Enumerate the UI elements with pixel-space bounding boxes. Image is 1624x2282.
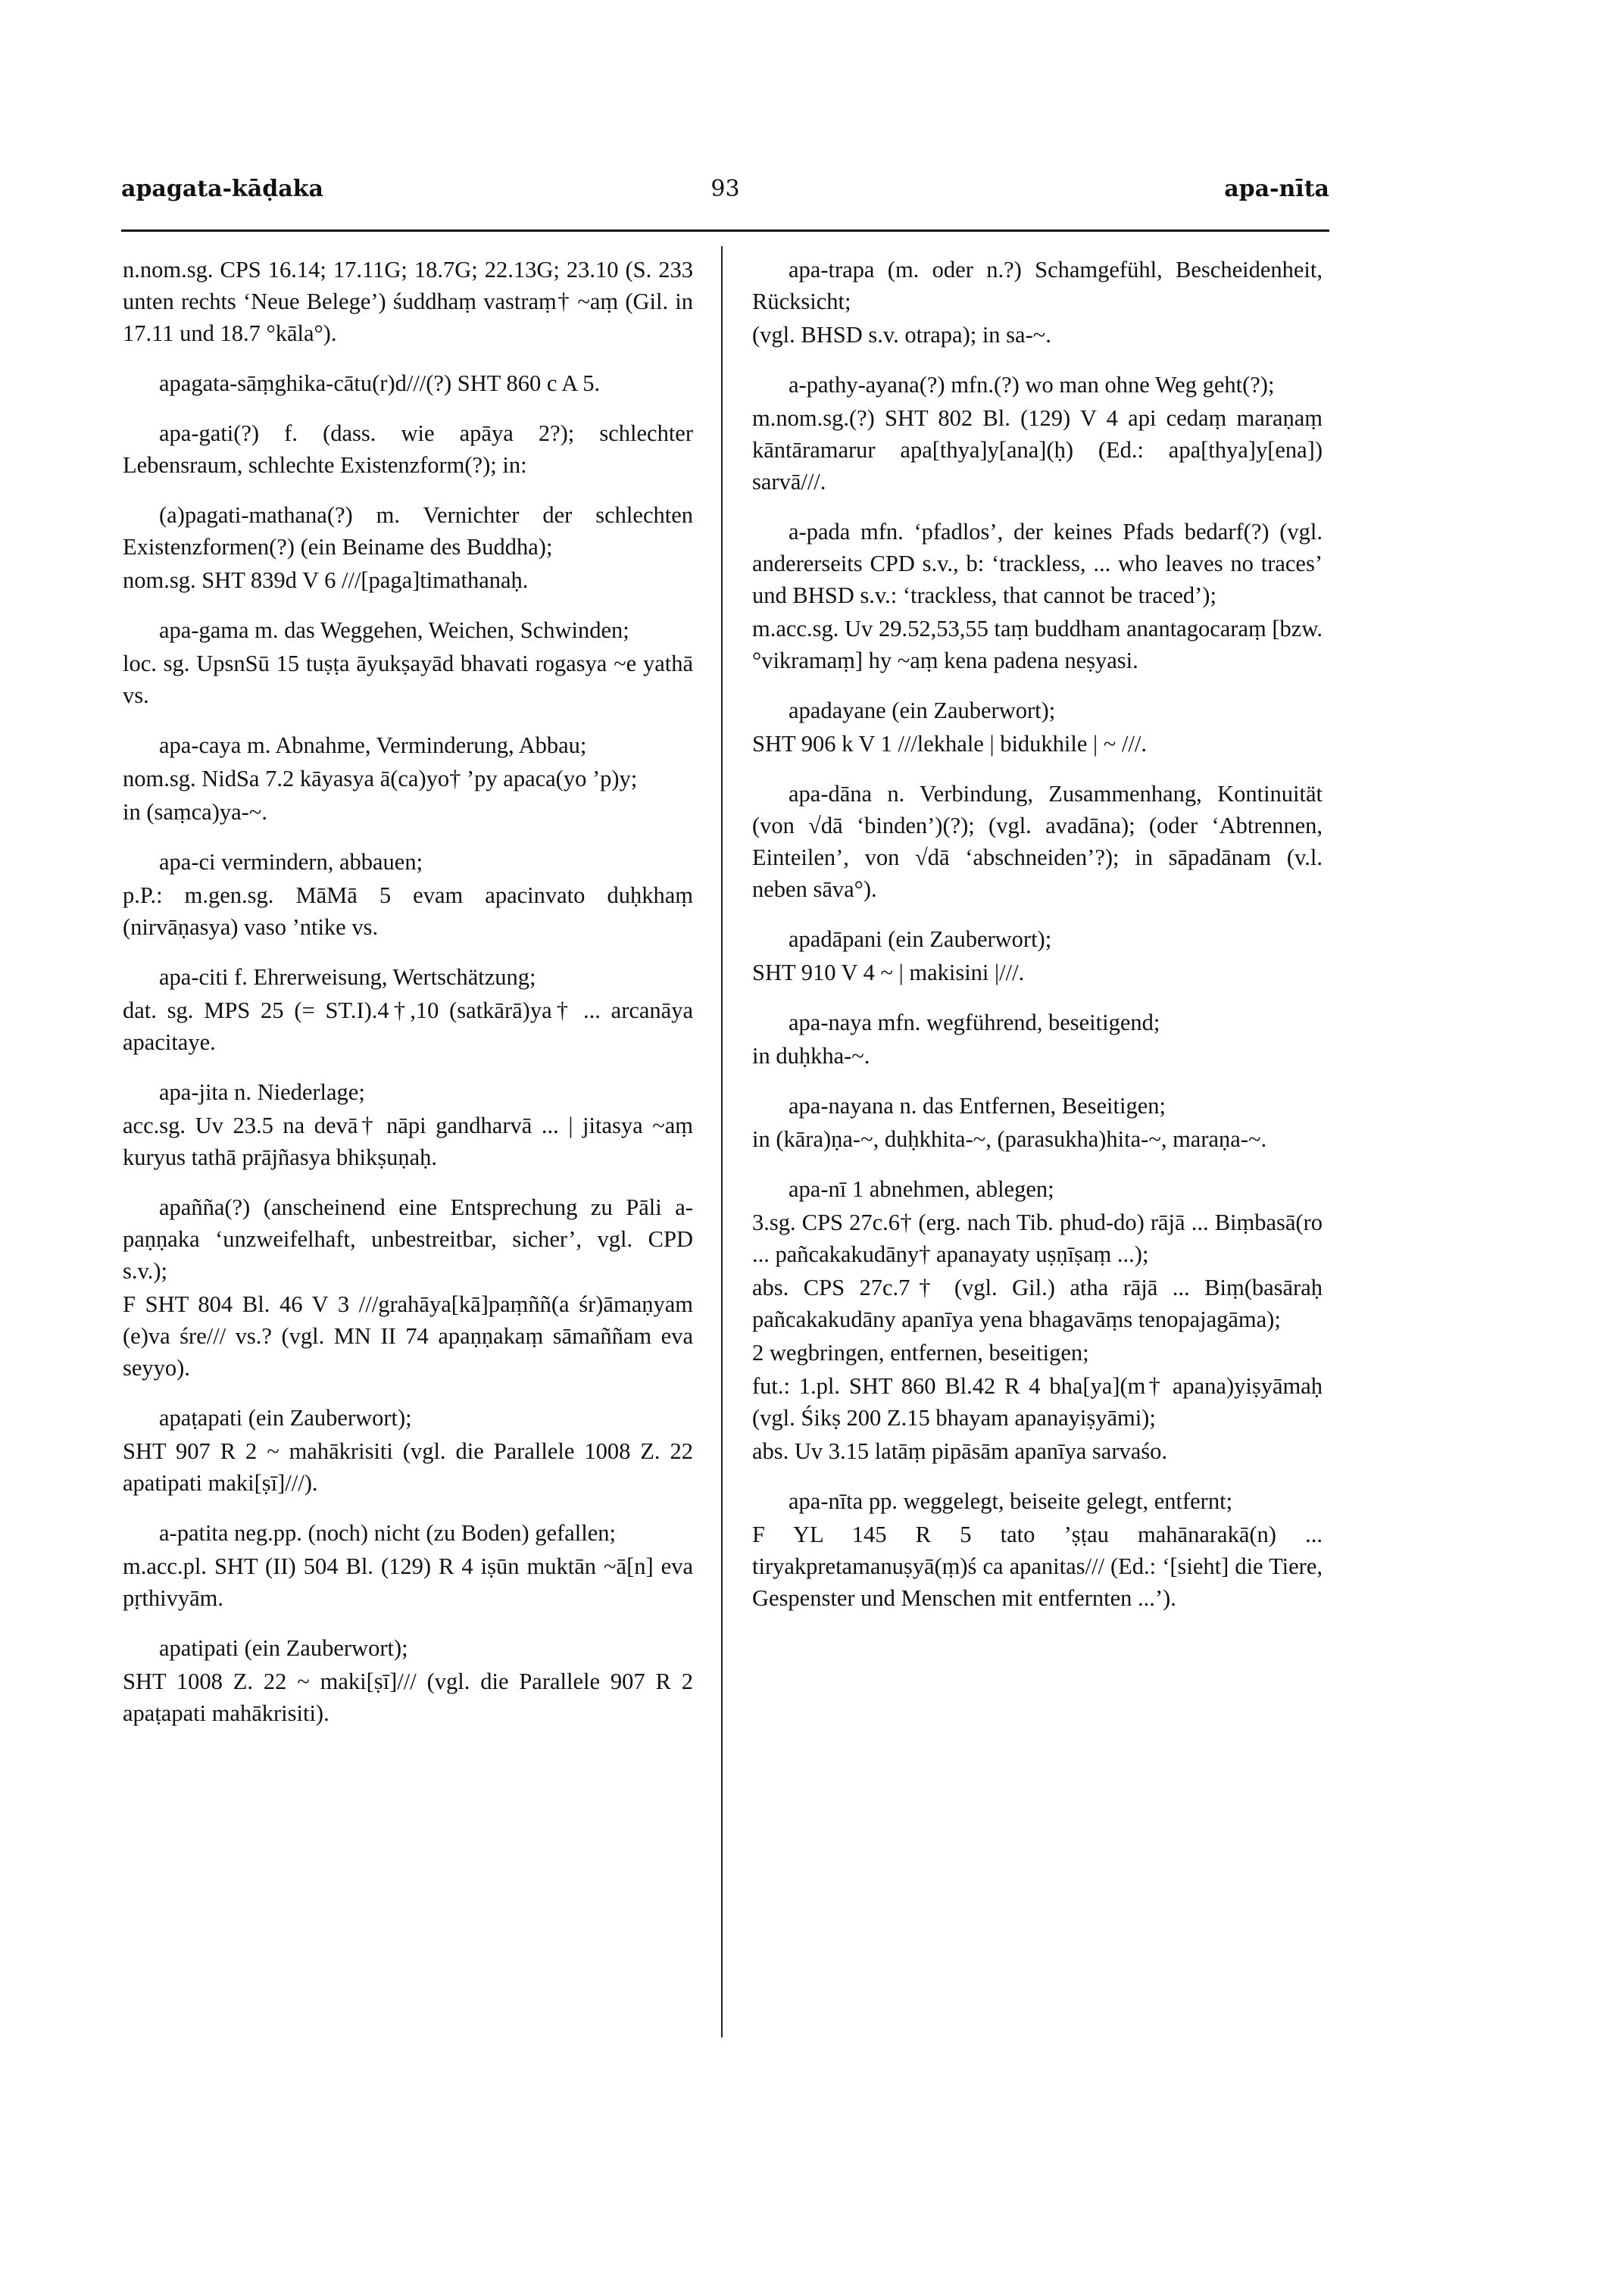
- dictionary-entry: [752, 1173, 1323, 1467]
- entry-headword-line: apa-ci vermindern, abbauen;: [159, 849, 423, 875]
- dictionary-entry: [123, 729, 693, 828]
- dictionary-entry: [123, 846, 693, 943]
- left-column: [123, 254, 693, 1747]
- entry-headword-line: apa-naya mfn. wegführend, beseitigend;: [789, 1010, 1160, 1035]
- dictionary-entry: [752, 1007, 1323, 1072]
- dictionary-entry: [123, 961, 693, 1058]
- dictionary-entry: [123, 1517, 693, 1614]
- entry-headword-line: apa-nīta pp. weggelegt, beiseite gelegt, entfernt;: [789, 1488, 1233, 1514]
- entry-citation-line: n.nom.sg. CPS 16.14; 17.11G; 18.7G; 22.13G; 23.10 (S. 233 unten rechts ‘Neue Belege’) śuddhaṃ vastraṃ† ~aṃ (Gil. in 17.11 und 18.7 °kāla°).: [123, 257, 693, 346]
- entry-citation-line: in (kāra)ṇa-~, duḥkhita-~, (parasukha)hita-~, maraṇa-~.: [752, 1126, 1267, 1152]
- entry-headword-line: apadāpani (ein Zauberwort);: [789, 926, 1052, 952]
- page-number: 93: [710, 176, 740, 202]
- entry-citation-line: SHT 1008 Z. 22 ~ maki[ṣī]/// (vgl. die Parallele 907 R 2 apaṭapati mahākrisiti).: [123, 1669, 693, 1726]
- dictionary-entry: [123, 499, 693, 596]
- entry-citation-line: acc.sg. Uv 23.5 na devā† nāpi gandharvā ... | jitasya ~aṃ kuryus tathā prājñasya bhikṣuṇaḥ.: [123, 1113, 693, 1170]
- entry-citation-line: fut.: 1.pl. SHT 860 Bl.42 R 4 bha[ya](m† apana)yiṣyāmaḥ (vgl. Śikṣ 200 Z.15 bhayam apanayiṣyāmi);: [752, 1373, 1323, 1431]
- entry-citation-line: abs. CPS 27c.7† (vgl. Gil.) atha rājā ... Biṃ(basāraḥ pañcakakudāny apanīya yena bhagavāṃs tenopajagāma);: [752, 1275, 1323, 1332]
- header-first-entry: apagata-kāḍaka: [121, 176, 323, 202]
- entry-headword-line: apa-gati(?) f. (dass. wie apāya 2?); schlechter Lebensraum, schlechte Existenzform(?); in:: [123, 420, 693, 478]
- entry-citation-line: m.acc.pl. SHT (II) 504 Bl. (129) R 4 iṣūn muktān ~ā[n] eva pṛthivyām.: [123, 1553, 693, 1611]
- dictionary-entry: [752, 695, 1323, 760]
- running-header: [121, 176, 1329, 214]
- entry-headword-line: a-patita neg.pp. (noch) nicht (zu Boden) gefallen;: [159, 1520, 616, 1546]
- entry-citation-line: m.nom.sg.(?) SHT 802 Bl. (129) V 4 api cedaṃ maraṇaṃ kāntāramarur apa[thya]y[ana](ḥ) (Ed.: apa[thya]y[ena]) sarvā///.: [752, 405, 1323, 495]
- dictionary-entry: [123, 1076, 693, 1173]
- header-last-entry: apa-nīta: [1224, 176, 1329, 202]
- entry-citation-line: F YL 145 R 5 tato ’ṣṭau mahānarakā(n) ... tiryakpretamanuṣyā(ṃ)ś ca apanitas/// (Ed.: ‘[sieht] die Tiere, Gespenster und Menschen mit entfernten ...’).: [752, 1522, 1323, 1611]
- dictionary-entry: [123, 1632, 693, 1729]
- header-rule: [121, 229, 1329, 232]
- entry-headword-line: apa-dāna n. Verbindung, Zusammenhang, Kontinuität (von √dā ‘binden’)(?); (vgl. avadāna); (oder ‘Abtrennen, Einteilen’, von √dā ‘abschneiden’?); in sāpadānam (v.l. neben sāva°).: [752, 781, 1323, 902]
- dictionary-entry: [123, 254, 693, 349]
- entry-citation-line: 3.sg. CPS 27c.6† (erg. nach Tib. phud-do) rājā ... Biṃbasā(ro ... pañcakakudāny† apanayaty uṣṇīṣaṃ ...);: [752, 1210, 1323, 1267]
- dictionary-entry: [123, 614, 693, 711]
- entry-citation-line: in (saṃca)ya-~.: [123, 799, 267, 825]
- entry-headword-line: apa-gama m. das Weggehen, Weichen, Schwinden;: [159, 617, 629, 643]
- entry-headword-line: a-pathy-ayana(?) mfn.(?) wo man ohne Weg geht(?);: [789, 372, 1275, 398]
- dictionary-entry: [752, 923, 1323, 988]
- dictionary-entry: [752, 1090, 1323, 1155]
- entry-headword-line: apa-nayana n. das Entfernen, Beseitigen;: [789, 1093, 1166, 1119]
- entry-headword-line: apa-trapa (m. oder n.?) Schamgefühl, Bescheidenheit, Rücksicht;: [752, 257, 1323, 314]
- entry-citation-line: (vgl. BHSD s.v. otrapa); in sa-~.: [752, 322, 1051, 348]
- dictionary-entry: [752, 778, 1323, 905]
- entry-headword-line: apañña(?) (anscheinend eine Entsprechung zu Pāli a-paṇṇaka ‘unzweifelhaft, unbestreitbar, sicher’, vgl. CPD s.v.);: [123, 1194, 693, 1284]
- right-column: [752, 254, 1323, 1632]
- entry-headword-line: a-pada mfn. ‘pfadlos’, der keines Pfads bedarf(?) (vgl. andererseits CPD s.v., b: ‘trackless, ... who leaves no traces’ und BHSD s.v.: ‘trackless, that cannot be traced’);: [752, 519, 1323, 608]
- entry-headword-line: apadayane (ein Zauberwort);: [789, 698, 1056, 723]
- entry-citation-line: abs. Uv 3.15 latāṃ pipāsām apanīya sarvaśo.: [752, 1438, 1168, 1464]
- entry-citation-line: in duḥkha-~.: [752, 1043, 870, 1069]
- entry-citation-line: SHT 910 V 4 ~ | makisini |///.: [752, 960, 1025, 985]
- dictionary-entry: [752, 516, 1323, 676]
- entry-headword-line: apa-citi f. Ehrerweisung, Wertschätzung;: [159, 964, 536, 990]
- entry-headword-line: apagata-sāṃghika-cātu(r)d///(?) SHT 860 c A 5.: [159, 370, 601, 396]
- dictionary-entry: [123, 367, 693, 399]
- entry-headword-line: apaṭapati (ein Zauberwort);: [159, 1405, 412, 1431]
- dictionary-entry: [752, 254, 1323, 351]
- entry-citation-line: 2 wegbringen, entfernen, beseitigen;: [752, 1340, 1089, 1366]
- column-divider: [721, 246, 723, 2037]
- dictionary-entry: [123, 1402, 693, 1499]
- dictionary-entry: [752, 1485, 1323, 1614]
- entry-citation-line: m.acc.sg. Uv 29.52,53,55 taṃ buddham anantagocaraṃ [bzw. °vikramaṃ] hy ~aṃ kena padena neṣyasi.: [752, 616, 1323, 673]
- dictionary-entry: [752, 369, 1323, 498]
- entry-citation-line: nom.sg. SHT 839d V 6 ///[paga]timathanaḥ.: [123, 567, 529, 593]
- entry-citation-line: F SHT 804 Bl. 46 V 3 ///grahāya[kā]paṃññ(a śr)āmaṇyam (e)va śre/// vs.? (vgl. MN II 74 apaṇṇakaṃ sāmaññam eva seyyo).: [123, 1291, 693, 1381]
- entry-headword-line: (a)pagati-mathana(?) m. Vernichter der schlechten Existenzformen(?) (ein Beiname des Buddha);: [123, 502, 693, 560]
- dictionary-entry: [123, 417, 693, 481]
- entry-citation-line: dat. sg. MPS 25 (= ST.I).4†,10 (satkārā)ya† ... arcanāya apacitaye.: [123, 997, 693, 1055]
- entry-headword-line: apa-caya m. Abnahme, Verminderung, Abbau;: [159, 732, 587, 758]
- dictionary-entry: [123, 1191, 693, 1384]
- entry-citation-line: p.P.: m.gen.sg. MāMā 5 evam apacinvato duḥkhaṃ (nirvāṇasya) vaso ’ntike vs.: [123, 882, 693, 940]
- entry-citation-line: loc. sg. UpsnSū 15 tuṣṭa āyukṣayād bhavati rogasya ~e yathā vs.: [123, 651, 693, 708]
- entry-citation-line: SHT 906 k V 1 ///lekhale | bidukhile | ~ ///.: [752, 731, 1147, 757]
- entry-headword-line: apa-jita n. Niederlage;: [159, 1079, 365, 1105]
- entry-citation-line: nom.sg. NidSa 7.2 kāyasya ā(ca)yo† ’py apaca(yo ’p)y;: [123, 766, 638, 791]
- entry-headword-line: apa-nī 1 abnehmen, ablegen;: [789, 1176, 1054, 1202]
- entry-headword-line: apatipati (ein Zauberwort);: [159, 1635, 408, 1661]
- entry-citation-line: SHT 907 R 2 ~ mahākrisiti (vgl. die Parallele 1008 Z. 22 apatipati maki[ṣī]///).: [123, 1438, 693, 1496]
